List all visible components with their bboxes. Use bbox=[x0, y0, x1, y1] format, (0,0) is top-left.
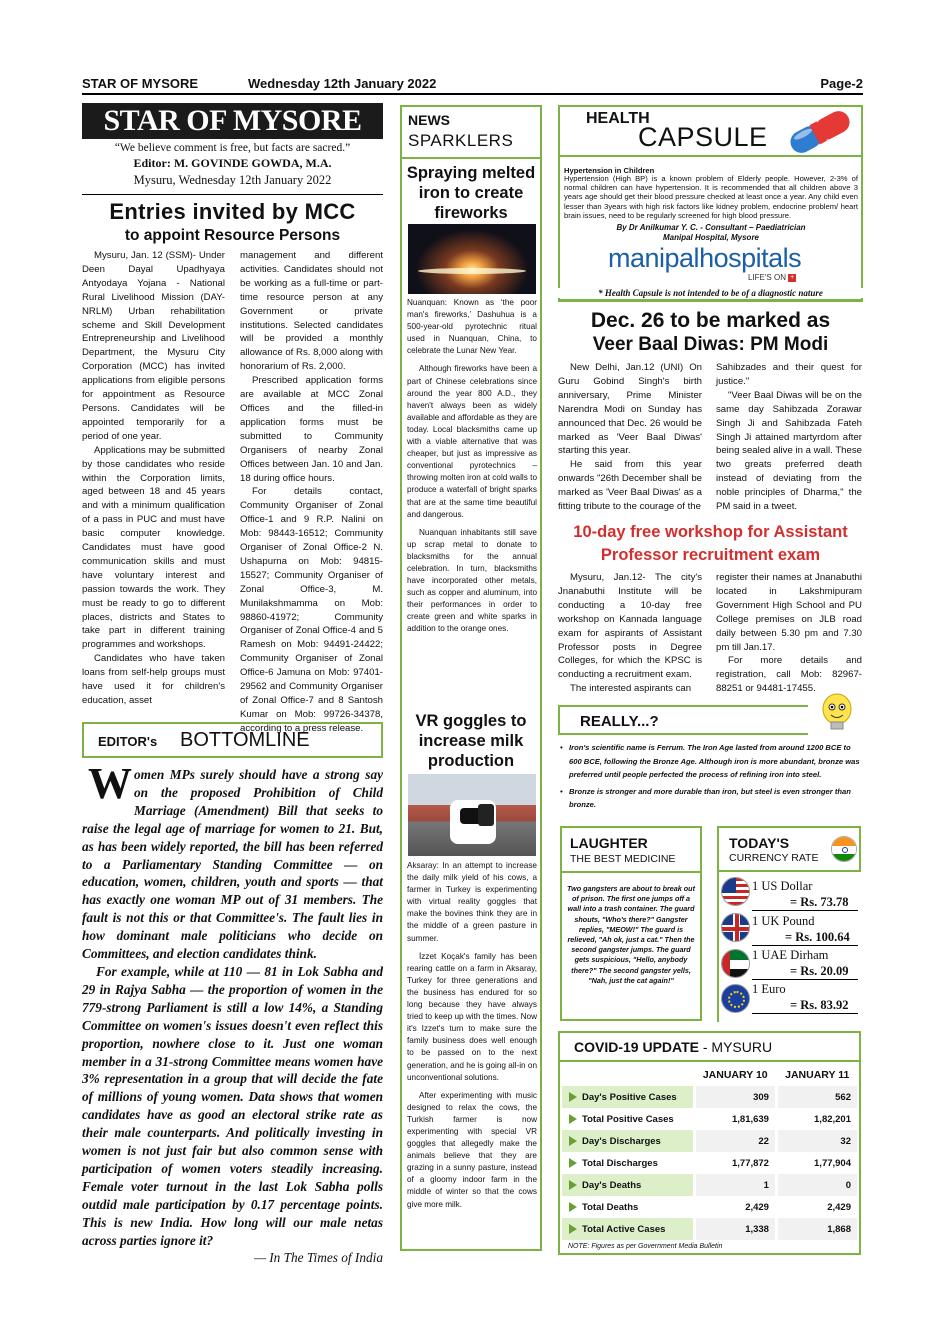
health-disclaimer: * Health Capsule is not intended to be of a diagnostic nature bbox=[558, 288, 863, 298]
mcc-para: Applications may be submitted by those candidates who reside within the Corporation limits, aged between 18 and 45 years and with a minimum qualification of a pass in PUC and must have basic computer knowledge. Candidates must have good communication skills and must have voluntary interest and passion towards the work. They must be ready to go to different places, districts and States to take part in different training programmes and workshops. bbox=[82, 444, 225, 651]
workshop-para: For more details and registration, call Mob: 82967-88251 or 94481-17455. bbox=[716, 655, 862, 695]
sparklers-para: Aksaray: In an attempt to increase the daily milk yield of his cows, a farmer in Turkey is experimenting with virtual reality goggles that make the bovines think they are in the middle of a green pasture in summer. bbox=[407, 861, 537, 943]
sparklers-para: Nuanquan inhabitants still save up scrap metal to donate to blacksmiths for the annual celebration. In turn, blacksmiths have incorporated other metals, such as copper and aluminum, into their performances in order to create green and white sparks in addition to the orange ones. bbox=[407, 527, 537, 634]
covid-note: NOTE: Figures as per Government Media Bulletin bbox=[568, 1243, 723, 1250]
mcc-para: Mysuru, Jan. 12 (SSM)- Under Deen Dayal Upadhyaya Antyodaya Yojana - National Rural Livelihood Mission (DAY-NRLM) Urban rehabilitation scheme and Skill Development Entrepreneurship and Livelihood Department, the Mysuru City Corporation (MCC) has invited applications from eligible persons for appointment as Resource Persons. Candidates will be appointed temporarily for a period of one year. bbox=[82, 250, 225, 442]
mcc-para: management and different activities. Candidates should not be working as a full-time or part-time resource person at any Government or private institutions. Selected candidates will be provided a monthly allowance of Rs. 8,000 along with honorarium of Rs. 2,000. bbox=[240, 250, 383, 373]
sparklers-panel bbox=[400, 105, 542, 1251]
covid-cell: 1,81,639 bbox=[694, 1108, 776, 1130]
sparklers-story1-title: Spraying melted iron to create fireworks bbox=[406, 164, 536, 222]
currency-value: = Rs. 73.78 bbox=[790, 895, 849, 909]
covid-label-a: COVID-19 UPDATE bbox=[574, 1039, 699, 1055]
editorial-label-box bbox=[82, 722, 383, 758]
health-label-a: HEALTH bbox=[586, 110, 650, 127]
sparklers-para: Nuanquan: Known as ‘the poor man's fireworks,’ Dashuhua is a 500-year-old pyrotechnic ritual used in Nuanquan, China, to celebrate the Lunar New Year. bbox=[407, 298, 537, 356]
manipal-logo-a: manipal bbox=[608, 243, 700, 273]
health-byline-hospital: Manipal Hospital, Mysore bbox=[662, 233, 760, 242]
covid-row-label: Day's Discharges bbox=[562, 1130, 694, 1152]
covid-row bbox=[562, 1152, 857, 1174]
covid-cell: 1,77,872 bbox=[694, 1152, 776, 1174]
health-topic: Hypertension in Children bbox=[564, 166, 655, 175]
covid-row bbox=[562, 1196, 857, 1218]
workshop-para: Mysuru, Jan.12- The city's Jnanabuthi Institute will be conducting a 10-day free workshop on Kannada language exam for aspirants of Assistant Professor posts in Degree Colleges, for which the KPSC is conducting a recruitment exam. bbox=[558, 572, 702, 681]
masthead-editor: Editor: M. GOVINDE GOWDA, M.A. bbox=[133, 156, 332, 170]
covid-cell: 1,868 bbox=[776, 1218, 857, 1240]
currency-value: = Rs. 20.09 bbox=[790, 964, 849, 978]
workshop-article-col1 bbox=[558, 571, 702, 696]
covid-row-label: Total Positive Cases bbox=[562, 1108, 694, 1130]
veer-headline-2: Veer Baal Diwas: PM Modi bbox=[592, 334, 829, 355]
sparklers-story2-body bbox=[407, 860, 537, 1217]
veer-para: New Delhi, Jan.12 (UNI) On Guru Gobind Singh's birth anniversary, Prime Minister Narendra Modi on Sunday has announced that Dec. 26 would be marked as 'Veer Baal Diwas' starting this year. bbox=[558, 362, 702, 457]
sparklers-story1-body bbox=[407, 297, 537, 642]
bullet-icon: • bbox=[560, 786, 563, 796]
veer-para: "Veer Baal Diwas will be on the same day Sahibzada Zorawar Singh Ji and Sahibzada Fateh Singh Ji attained martyrdom after being sealed alive in a wall. These two greats preferred death instead of deviating from the noble principles of Dharma," the PM said in a tweet. bbox=[716, 389, 862, 513]
covid-title bbox=[574, 1039, 772, 1055]
veer-para: He said from this year onwards "26th December shall be marked as 'Veer Baal Diwas' as a fitting tribute to the courage of the bbox=[558, 459, 702, 513]
laughter-label-a: LAUGHTER bbox=[570, 835, 648, 851]
editorial-label-a: EDITOR's bbox=[98, 734, 158, 749]
mcc-para: Prescribed application forms are available at MCC Zonal Offices and the filled-in application forms must be submitted to Community Organisers of nearby Zonal Offices between Jan. 10 and Jan. 18 during office hours. bbox=[240, 375, 383, 484]
us-flag-icon bbox=[721, 877, 750, 906]
manipal-tagline bbox=[748, 273, 796, 282]
editorial-source: — In The Times of India bbox=[254, 1250, 383, 1266]
currency-label-b: CURRENCY RATE bbox=[729, 852, 819, 864]
workshop-para: The interested aspirants can bbox=[570, 683, 692, 695]
covid-panel bbox=[558, 1031, 861, 1255]
lightbulb-mascot-icon bbox=[814, 690, 860, 736]
health-body: Hypertension (High BP) is a known problem of Elderly people. However, 2-3% of normal children can have hypertension. It is recommended that all children above 3 years age should get their blood pressure checked at least once a year. Any child even lesser than 3years with high risk factors like kidney problem, endocrine problem/ heart brain issues, need to be regularly screened for high blood pressure. bbox=[564, 174, 858, 220]
covid-row-label: Total Deaths bbox=[562, 1196, 694, 1218]
india-flag-icon bbox=[831, 836, 857, 862]
covid-row-label: Day's Positive Cases bbox=[562, 1086, 694, 1108]
veer-article-col2 bbox=[716, 361, 862, 514]
editorial-para: omen MPs surely should have a strong say on the proposed Prohibition of Child Marriage (Amendment) Bill that seeks to raise the legal age of marriage for women to 21. But, as has been widely reported, the bill has been referred to a Parliamentary Standing Committee — on education, women, children, youth and sports — that has exactly one woman MP out of 31 members. The fault is not this or that Committee's. The fault lies in how dominant male politicians who decide on Committees, and election candidates think. bbox=[82, 767, 383, 962]
really-item: • Bronze is stronger and more durable than iron, but steel is even stronger than bronze. bbox=[560, 786, 851, 809]
editorial-body bbox=[82, 759, 383, 1267]
mcc-subheadline: to appoint Resource Persons bbox=[124, 227, 341, 244]
currency-unit: 1 UK Pound bbox=[752, 914, 815, 928]
editorial-label-b: BOTTOMLINE bbox=[180, 729, 310, 751]
really-facts bbox=[560, 741, 862, 812]
covid-row bbox=[562, 1218, 857, 1240]
covid-label-b: - MYSURU bbox=[702, 1039, 773, 1055]
really-label-box bbox=[558, 705, 808, 735]
workshop-para: register their names at Jnanabuthi located in Lakshmipuram Government High School and PU College premises on JLB road daily between 5.30 pm and 7.30 pm till Jan.17. bbox=[716, 572, 862, 653]
workshop-headline-2: Professor recruitment exam bbox=[600, 546, 821, 564]
covid-col-header: JANUARY 11 bbox=[776, 1064, 857, 1086]
sparklers-para: Although fireworks have been a part of Chinese celebrations since around the year 800 A.D., they haven't always been as widely available and affordable as they are today. Local blacksmiths came up with a viable alternative that was cheaper, but just as impressive as conventional pyrotechnics – throwing molten iron at cold walls to produce a waterfall of bright sparks that are at the same time beautiful and dangerous. bbox=[407, 364, 537, 519]
covid-cell: 1,338 bbox=[694, 1218, 776, 1240]
covid-col-header: JANUARY 10 bbox=[694, 1064, 776, 1086]
covid-row bbox=[562, 1086, 857, 1108]
sparklers-story2-title: VR goggles to increase milk production bbox=[415, 712, 527, 770]
manipal-logo-b: hospitals bbox=[699, 243, 802, 273]
covid-cell: 562 bbox=[776, 1086, 857, 1108]
covid-row bbox=[562, 1130, 857, 1152]
covid-cell: 1,77,904 bbox=[776, 1152, 857, 1174]
health-byline: By Dr Anilkumar Y. C. - Consultant – Paediatrician bbox=[616, 223, 806, 232]
covid-cell: 1,82,201 bbox=[776, 1108, 857, 1130]
health-capsule-panel bbox=[558, 105, 863, 301]
covid-row-label: Total Active Cases bbox=[562, 1218, 694, 1240]
fireworks-photo bbox=[408, 224, 536, 294]
vr-cow-photo bbox=[408, 774, 536, 856]
really-label: REALLY...? bbox=[580, 713, 659, 730]
covid-row-label: Day's Deaths bbox=[562, 1174, 694, 1196]
header-date: Wednesday 12th January 2022 bbox=[248, 76, 437, 91]
sparklers-para: İzzet Koçak's family has been rearing cattle on a farm in Aksaray, Turkey for three generations and the business has endured for so long because they have always tried to keep up with the times. Now it's Izzet's turn to make sure the family business does well enough to be passed on to the next generation, and he is going all-in on unconventional solutions. bbox=[407, 951, 537, 1082]
masthead-dateline: Mysuru, Wednesday 12th January 2022 bbox=[133, 173, 332, 187]
veer-article-col1 bbox=[558, 361, 702, 514]
eu-flag-icon bbox=[721, 984, 750, 1013]
mcc-article-col1 bbox=[82, 249, 225, 708]
veer-headline-1: Dec. 26 to be marked as bbox=[590, 309, 831, 332]
covid-cell: 22 bbox=[694, 1130, 776, 1152]
covid-cell: 2,429 bbox=[694, 1196, 776, 1218]
laughter-label-b: THE BEST MEDICINE bbox=[570, 853, 676, 865]
covid-row bbox=[562, 1174, 857, 1196]
bullet-icon: • bbox=[560, 743, 563, 752]
covid-row bbox=[562, 1108, 857, 1130]
currency-value: = Rs. 100.64 bbox=[785, 930, 850, 944]
workshop-article-col2 bbox=[716, 571, 862, 696]
mcc-article-col2 bbox=[240, 249, 383, 736]
currency-label-box bbox=[717, 826, 861, 872]
covid-row-label: Total Discharges bbox=[562, 1152, 694, 1174]
editorial-para: For example, while at 110 — 81 in Lok Sabha and 29 in Rajya Sabha — the proportion of women in the 779-strong Parliament is still a low 14%, a Standing Committee on women's issues doesn't even reflect this proportion, nowhere close to it. Just one woman member in a 31-strong Committee means women have 3% representation in a group that will decide the fate of millions of young women. Data shows that women candidates have as good an electoral strike rate as their male counterparts. And politically investing in women is not just fair but also common sense with participation of women voters steadily increasing. Female voter turnout in the last Lok Sabha polls outdid male participation by 0.17 percentage points. This is new India. How long will our male netas across parties ignore it? bbox=[82, 963, 383, 1248]
mcc-headline: Entries invited by MCC bbox=[109, 199, 356, 224]
covid-cell: 2,429 bbox=[776, 1196, 857, 1218]
sparklers-label-a: NEWS bbox=[408, 112, 450, 128]
header-page-number: Page-2 bbox=[820, 76, 863, 91]
sparklers-para: After experimenting with music designed to relax the cows, the Turkish farmer is now experimenting with special VR goggles that allegedly make the animals believe that they are grazing in a sunny pasture, instead of a gloomy indoor farm in the middle of winter so that the cows give more milk. bbox=[407, 1090, 537, 1209]
editorial-dropcap: W bbox=[88, 759, 132, 808]
veer-para: Sahibzades and their quest for justice." bbox=[716, 362, 862, 387]
really-item: • Iron's scientific name is Ferrum. The Iron Age lasted from around 1200 BCE to 600 BCE, following the Bronze Age. Although iron is more abundant, bronze was preferred until people perfected the process of refining iron into steel. bbox=[560, 743, 860, 779]
header-paper-name: STAR OF MYSORE bbox=[82, 76, 199, 91]
masthead-motto: “We believe comment is free, but facts are sacred.” bbox=[114, 142, 351, 154]
currency-value: = Rs. 83.92 bbox=[790, 998, 849, 1012]
mcc-para: Candidates who have taken loans from self-help groups must have used it for children's education, asset bbox=[82, 653, 225, 706]
masthead-title: STAR OF MYSORE bbox=[82, 103, 383, 139]
sparklers-label-b: SPARKLERS bbox=[408, 131, 514, 150]
manipal-logo bbox=[608, 243, 801, 274]
mcc-para: For details contact, Community Organiser of Zonal Office-1 and 9 R.P. Nalini on Mob: 98443-16512; Community Organiser of Zonal Office-2 N. Ushapurna on Mob: 94815-15527; Community Organiser of Zonal Office-3, M. Munilakshmamma on Mob: 98860-41972; Community Organiser of Zonal Office-4 and 5 Ramesh on Mob: 94491-24422; Community Organiser of Zonal Office-6 Jamuna on Mob: 97401-29562 and Community Organiser of Zonal Office-7 and 8 Santosh Kumar on Mob: 99726-34378, according to a press release. bbox=[240, 486, 383, 734]
currency-unit: 1 US Dollar bbox=[752, 879, 813, 893]
currency-label-a: TODAY'S bbox=[729, 835, 790, 851]
plus-icon: + bbox=[790, 273, 795, 281]
covid-cell: 0 bbox=[776, 1174, 857, 1196]
covid-table bbox=[562, 1064, 857, 1240]
laughter-joke: Two gangsters are about to break out of prison. The first one jumps off a wall into a trash container. The guard shouts, "Who's there?" Gangster replies, "MEOW!" The guard is relieved, "Ah ok, just a cat." Then the second gangster jumps. The guard gets suspicious, "Hello, anybody there?" The second gangster yells, "Nah, just the cat again!" bbox=[567, 884, 695, 985]
health-label-b: CAPSULE bbox=[638, 122, 768, 152]
laughter-panel bbox=[560, 826, 702, 1021]
covid-stats-table bbox=[562, 1064, 857, 1240]
covid-cell: 1 bbox=[694, 1174, 776, 1196]
uae-flag-icon bbox=[721, 949, 750, 978]
currency-unit: 1 Euro bbox=[752, 982, 786, 996]
covid-cell: 309 bbox=[694, 1086, 776, 1108]
manipal-tagline-text: LIFE'S ON bbox=[748, 273, 786, 282]
workshop-headline-1: 10-day free workshop for Assistant bbox=[573, 523, 848, 541]
uk-flag-icon bbox=[721, 913, 750, 942]
currency-unit: 1 UAE Dirham bbox=[752, 948, 829, 962]
covid-cell: 32 bbox=[776, 1130, 857, 1152]
capsule-pill-icon bbox=[782, 111, 858, 153]
